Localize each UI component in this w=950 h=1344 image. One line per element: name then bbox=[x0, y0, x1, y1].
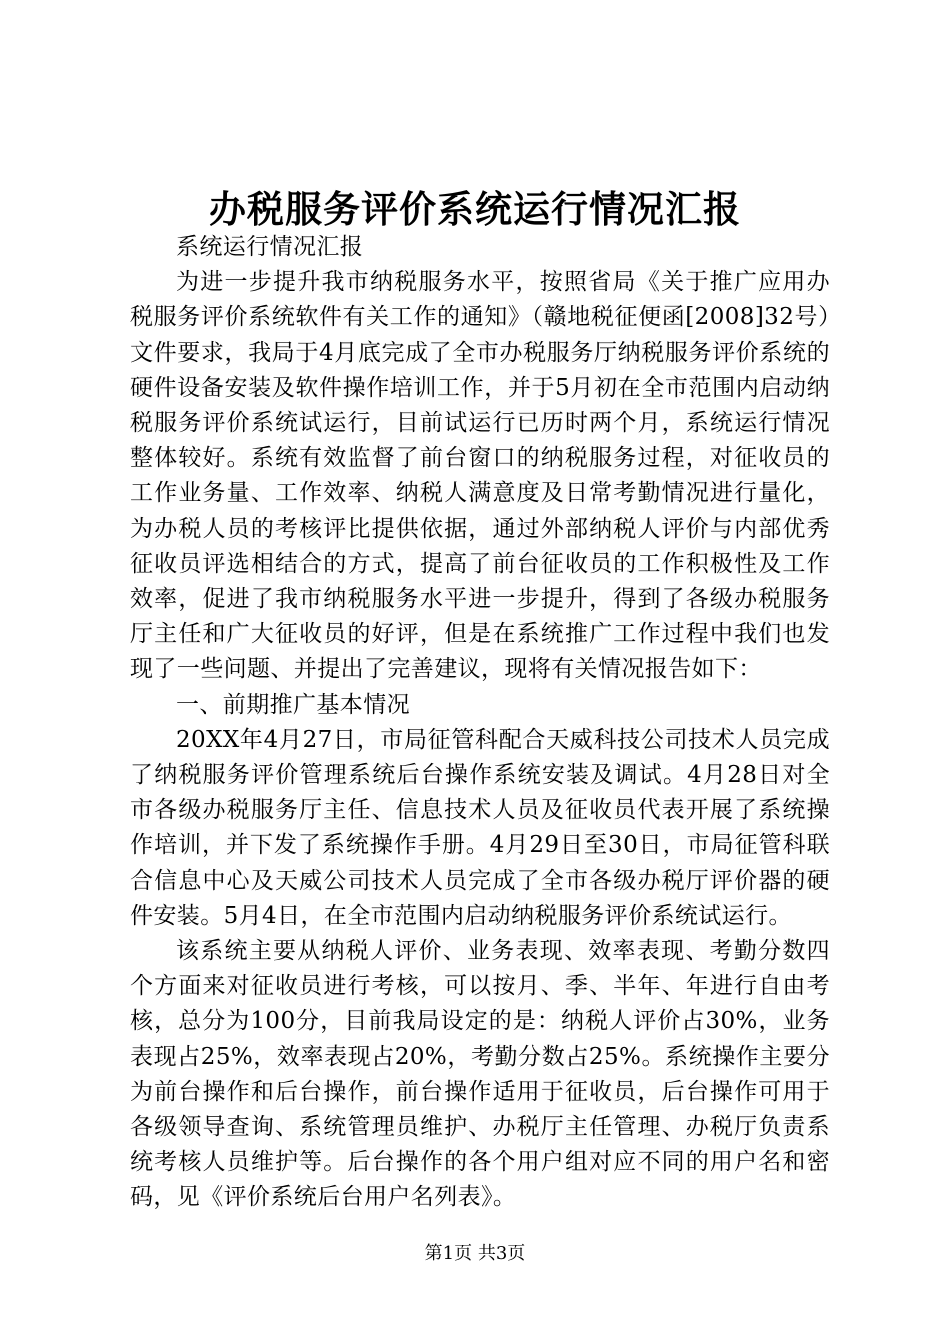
body-paragraph: 该系统主要从纳税人评价、业务表现、效率表现、考勤分数四个方面来对征收员进行考核，可以按月、季、半年、年进行自由考核，总分为100分，目前我局设定的是：纳税人评价占30%，业务表现占25%，效率表现占20%，考勤分数占25%。系统操作主要分为前台操作和后台操作，前台操作适用于征收员，后台操作可用于各级领导查询、系统管理员维护、办税厅主任管理、办税厅负责系统考核人员维护等。后台操作的各个用户组对应不同的用户名和密码，见《评价系统后台用户名列表》。 bbox=[130, 938, 830, 1211]
section-heading: 一、前期推广基本情况 bbox=[176, 691, 410, 718]
document-body bbox=[130, 230, 830, 1216]
body-paragraph: 20XX年4月27日，市局征管科配合天威科技公司技术人员完成了纳税服务评价管理系统后台操作系统安装及调试。4月28日对全市各级办税服务厅主任、信息技术人员及征收员代表开展了系统操作培训，并下发了系统操作手册。4月29日至30日，市局征管科联合信息中心及天威公司技术人员完成了全市各级办税厅评价器的硬件安装。5月4日，在全市范围内启动纳税服务评价系统试运行。 bbox=[130, 726, 830, 929]
intro-paragraph: 为进一步提升我市纳税服务水平，按照省局《关于推广应用办税服务评价系统软件有关工作的通知》（赣地税征便函[2008]32号）文件要求，我局于4月底完成了全市办税服务厅纳税服务评价系统的硬件设备安装及软件操作培训工作，并于5月初在全市范围内启动纳税服务评价系统试运行，目前试运行已历时两个月，系统运行情况整体较好。系统有效监督了前台窗口的纳税服务过程，对征收员的工作业务量、工作效率、纳税人满意度及日常考勤情况进行量化，为办税人员的考核评比提供依据，通过外部纳税人评价与内部优秀征收员评选相结合的方式，提高了前台征收员的工作积极性及工作效率，促进了我市纳税服务水平进一步提升，得到了各级办税服务厅主任和广大征收员的好评，但是在系统推广工作过程中我们也发现了一些问题、并提出了完善建议，现将有关情况报告如下： bbox=[130, 269, 830, 683]
document-title: 办税服务评价系统运行情况汇报 bbox=[209, 187, 741, 231]
subtitle-paragraph: 系统运行情况汇报 bbox=[176, 234, 364, 260]
page-footer: 第1页 共3页 bbox=[424, 1243, 526, 1264]
